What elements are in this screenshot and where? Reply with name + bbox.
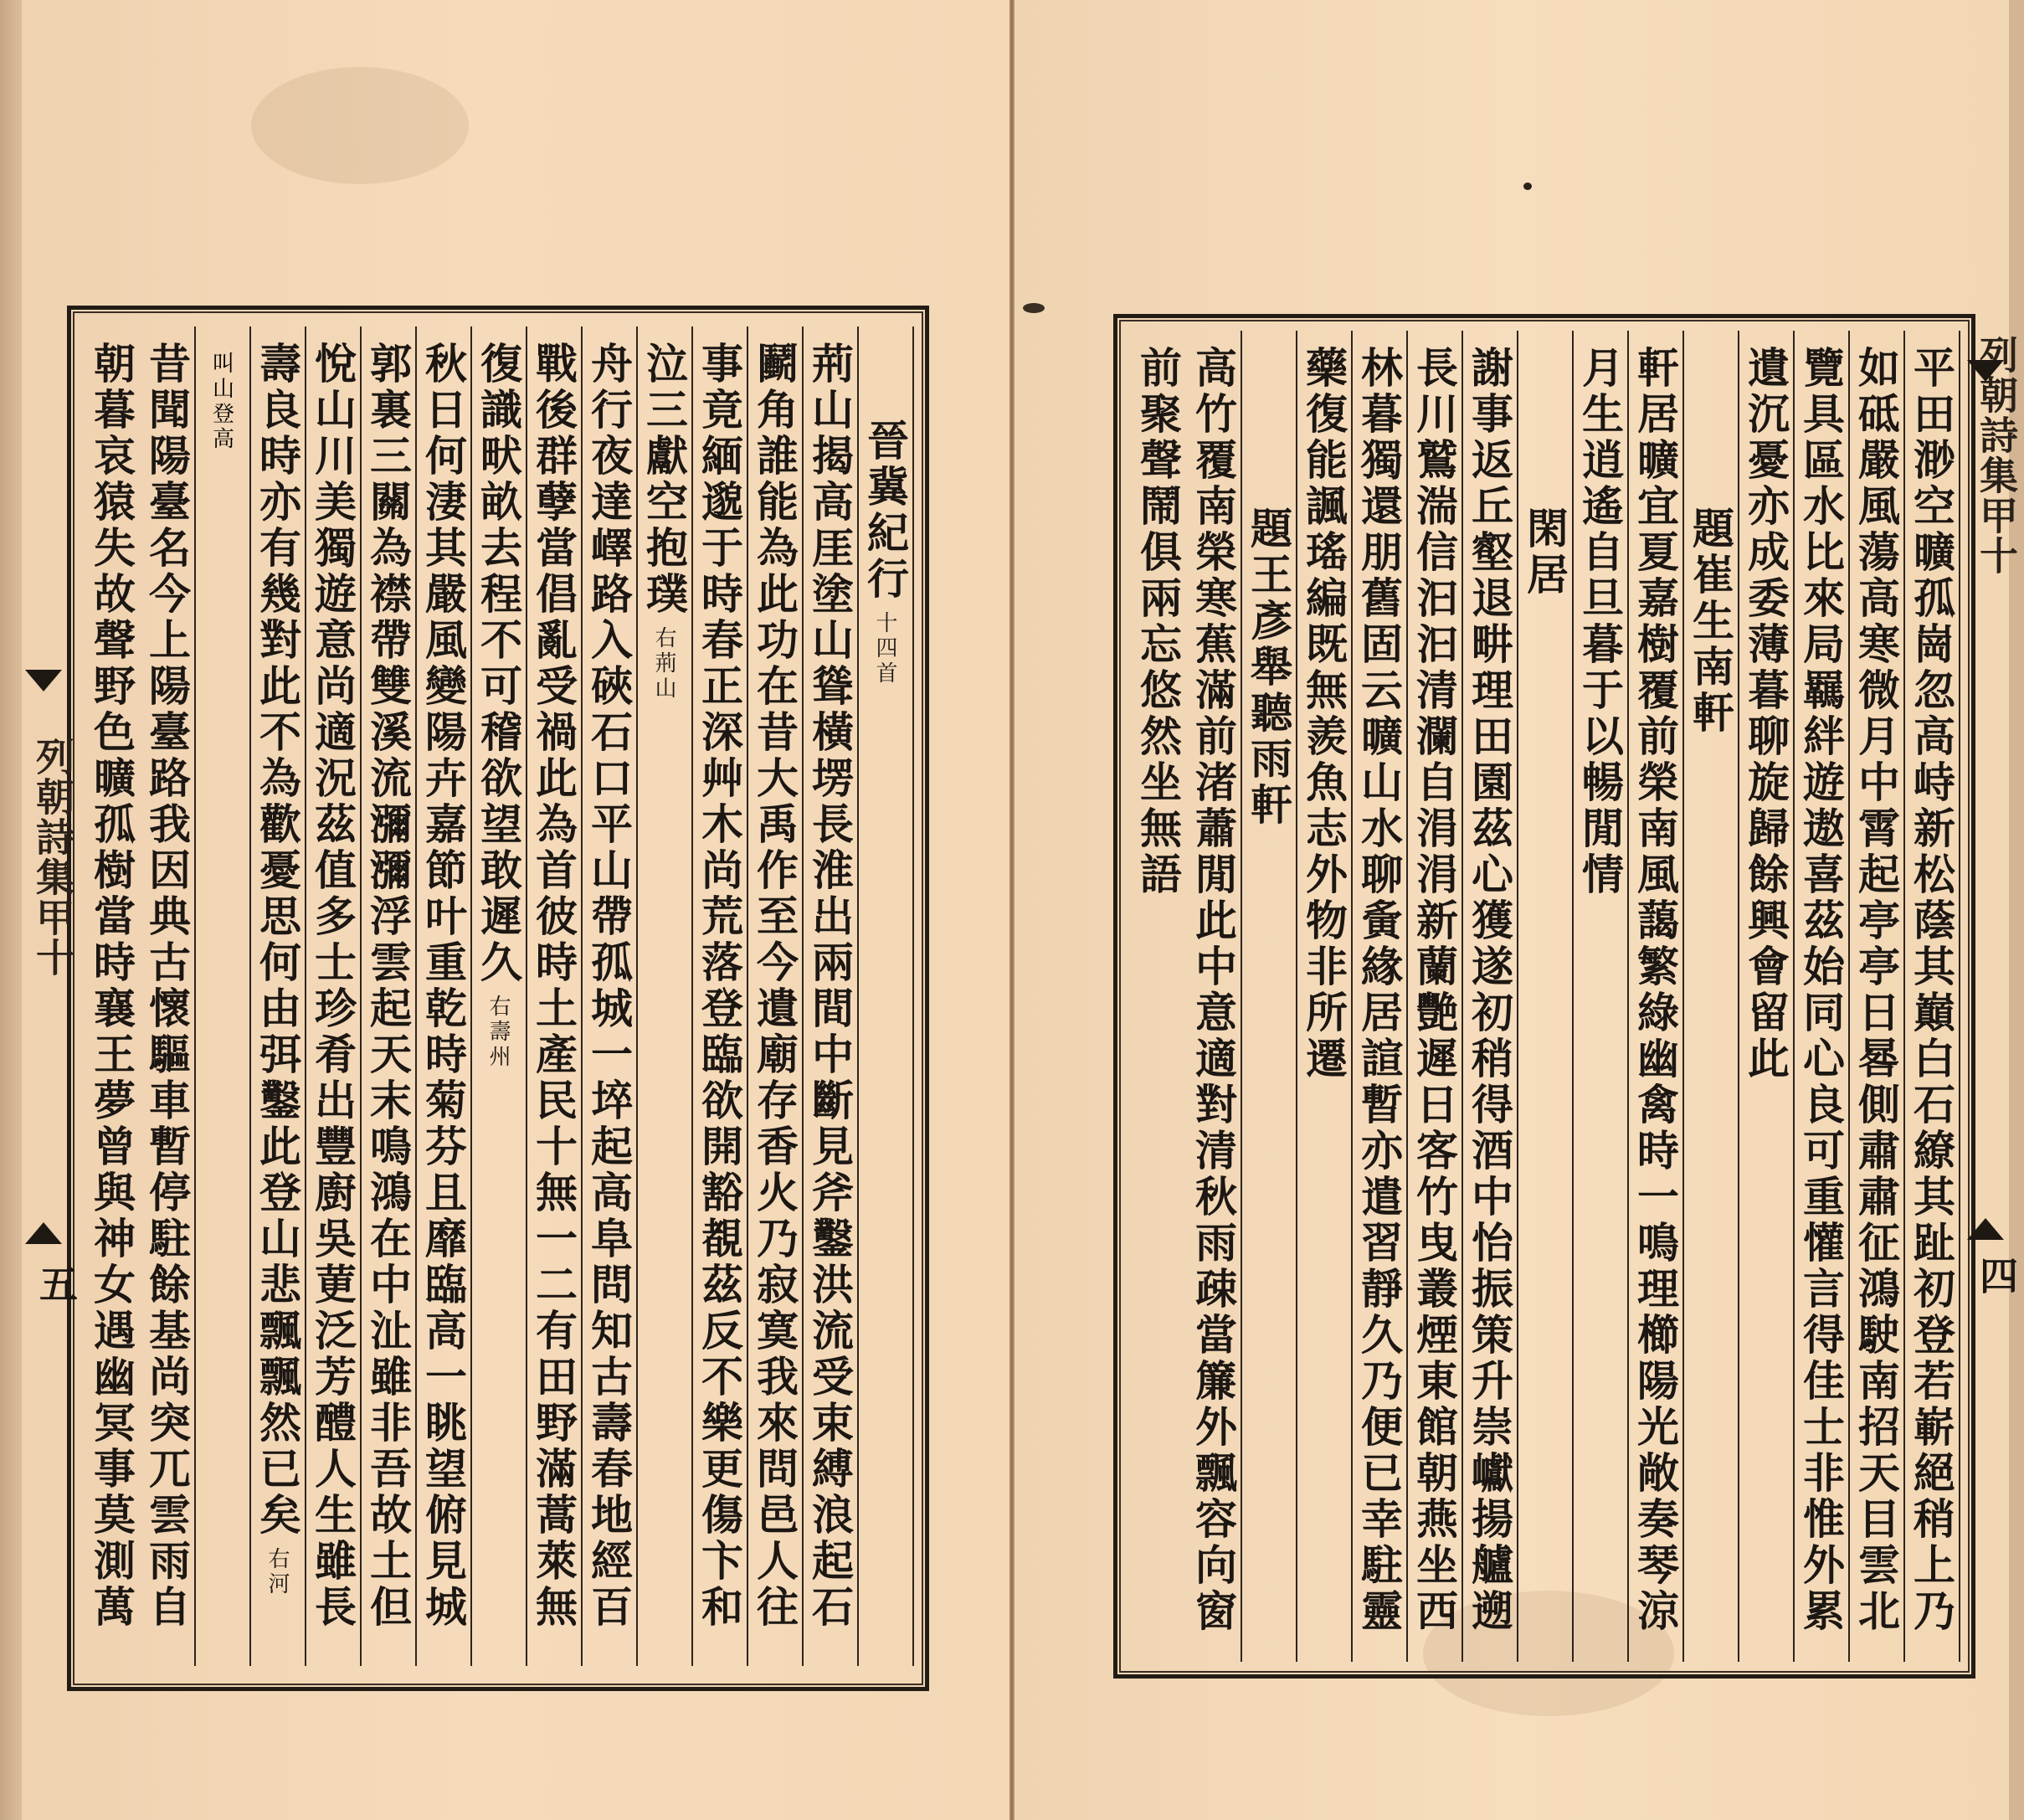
text-column <box>1517 331 1574 1662</box>
binding-mark <box>1023 303 1045 313</box>
poem-text: 壽良時亦有幾對此不為歡憂思何由弭鑿此登山悲飄飄然已矣右河 <box>253 342 302 1597</box>
text-column <box>1406 331 1463 1662</box>
text-column <box>139 326 196 1666</box>
poem-text: 復識畎畝去程不可稽欲望敢遲久右壽州 <box>474 342 523 1070</box>
text-column <box>1903 331 1960 1662</box>
annotation-note: 右河 <box>265 1547 290 1597</box>
text-column <box>1572 331 1629 1662</box>
text-column <box>1627 331 1684 1662</box>
annotation-note: 右壽州 <box>485 995 511 1070</box>
poem-text: 朝暮哀猿失故聲野色曠孤樹當時襄王夢曾與神女遇幽冥事莫測萬 <box>87 342 136 1631</box>
poem-text: 事竟緬邈于時春正深艸木尚荒落登臨欲開豁覩茲反不樂更傷卞和 <box>695 342 744 1631</box>
poem-text: 荊山揭高厓塗山聳橫塄長淮出兩間中斷見斧鑿洪流受束縛浪起石 <box>805 342 855 1631</box>
text-column <box>691 326 748 1666</box>
right-page-number: 四 <box>1974 1256 2019 1296</box>
poem-text: 舟行夜達嶧路入硤石口平山帶孤城一埣起高阜問知古壽春地經百 <box>584 342 634 1631</box>
text-column <box>802 326 859 1666</box>
ink-speck <box>1523 183 1532 190</box>
paper-stain <box>251 67 469 184</box>
text-column <box>415 326 472 1666</box>
text-column <box>1130 331 1185 1662</box>
poem-text: 謝事返丘壑退畊理田園茲心獲遂初稍得酒中怡振策升崇巘揚艫遡 <box>1465 346 1514 1635</box>
book-edge <box>0 0 22 1820</box>
text-column <box>1185 331 1242 1662</box>
poem-title: 題王彥舉聽雨軒 <box>1244 506 1293 829</box>
text-column <box>470 326 527 1666</box>
poem-text: 前聚聲鬧俱兩忘悠然坐無語 <box>1133 346 1183 898</box>
poem-text: 戰後群孽當倡亂受禍此為首彼時土產民十無一二有田野滿蒿萊無 <box>529 342 578 1631</box>
text-column <box>360 326 417 1666</box>
annotation-note: 十四首 <box>872 611 897 686</box>
poem-text: 軒居曠宜夏嘉樹覆前榮南風藹繁綠幽禽時一鳴理櫛陽光敞奏琴涼 <box>1631 346 1680 1635</box>
text-column <box>857 326 914 1666</box>
text-column <box>84 326 139 1666</box>
right-margin-title: 列朝詩集甲十 <box>1974 335 2019 576</box>
text-column <box>1296 331 1353 1662</box>
poem-text: 高竹覆南榮寒蕉滿前渚蕭閒此中意適對清秋雨疎當簾外飄容向窗 <box>1189 346 1238 1635</box>
text-column <box>1848 331 1905 1662</box>
poem-text: 如砥嚴風蕩高寒微月中霄起亭亭日晷側肅肅征鴻駛南招天目雲北 <box>1852 346 1901 1635</box>
right-fish-tail-mark <box>1967 1218 2004 1240</box>
text-column <box>526 326 583 1666</box>
left-page-number: 五 <box>33 1264 79 1304</box>
text-column <box>581 326 638 1666</box>
right-fish-tail-mark <box>1967 360 2004 382</box>
poem-text: 長川鷲湍信汩汩清瀾自涓涓新蘭艷遲日客竹曳叢煙東館朝燕坐西 <box>1410 346 1459 1635</box>
text-column <box>194 326 251 1666</box>
right-text-block <box>1130 331 1959 1662</box>
annotation-note: 右荊山 <box>651 626 676 702</box>
left-fish-tail-mark <box>25 1222 62 1244</box>
poem-text: 遺沉憂亦成委薄暮聊旋歸餘興會留此 <box>1741 346 1790 1082</box>
text-column <box>1351 331 1408 1662</box>
poem-text: 秋日何淒其嚴風變陽卉嘉節叶重乾時菊芬且靡臨高一眺望俯見城 <box>419 342 468 1631</box>
poem-text: 鬬角誰能為此功在昔大禹作至今遺廟存香火乃寂寞我來問邑人往 <box>750 342 799 1631</box>
text-column <box>636 326 693 1666</box>
poem-title: 晉冀紀行十四首 <box>860 419 910 686</box>
text-column <box>1682 331 1739 1662</box>
left-fish-tail-mark <box>25 670 62 691</box>
text-column <box>1461 331 1518 1662</box>
text-column <box>305 326 362 1666</box>
left-margin-title: 列朝詩集甲十 <box>30 737 75 978</box>
text-column <box>1793 331 1850 1662</box>
poem-text: 悅山川美獨遊意尚適況茲值多士珍肴出豐廚吳莄泛芳醴人生雖長 <box>308 342 357 1631</box>
annotation-note: 叫山登高 <box>208 352 234 452</box>
text-column <box>747 326 804 1666</box>
poem-text: 覽具區水比來局羈絆遊遨喜茲始同心良可重懽言得佳士非惟外累 <box>1796 346 1846 1635</box>
text-column <box>249 326 306 1666</box>
poem-title: 題崔生南軒 <box>1686 506 1735 737</box>
poem-text: 泣三獻空抱璞右荊山 <box>640 342 689 702</box>
poem-text: 昔聞陽臺名今上陽臺路我因典古懷驅車暫停駐餘基尚突兀雲雨自 <box>142 342 192 1631</box>
text-column <box>1738 331 1795 1662</box>
poem-text: 月生逍遙自旦暮于以暢閒情 <box>1575 346 1625 898</box>
poem-text: 平田渺空曠孤崗忽高峙新松蔭其巔白石繚其趾初登若嶄絕稍上乃 <box>1907 346 1956 1635</box>
poem-text: 藥復能諷瑤編既無羨魚志外物非所遷 <box>1299 346 1348 1082</box>
poem-title: 閑居 <box>1520 506 1569 599</box>
text-column <box>1241 331 1297 1662</box>
poem-text: 郭裏三關為襟帶雙溪流瀰瀰浮雲起天末鳴鴻在中沚雖非吾故土但 <box>363 342 413 1631</box>
poem-text: 林暮獨還朋舊固云曠山水聊夤緣居諠暫亦遣習靜久乃便已幸駐靈 <box>1354 346 1404 1635</box>
left-text-block <box>84 326 912 1666</box>
